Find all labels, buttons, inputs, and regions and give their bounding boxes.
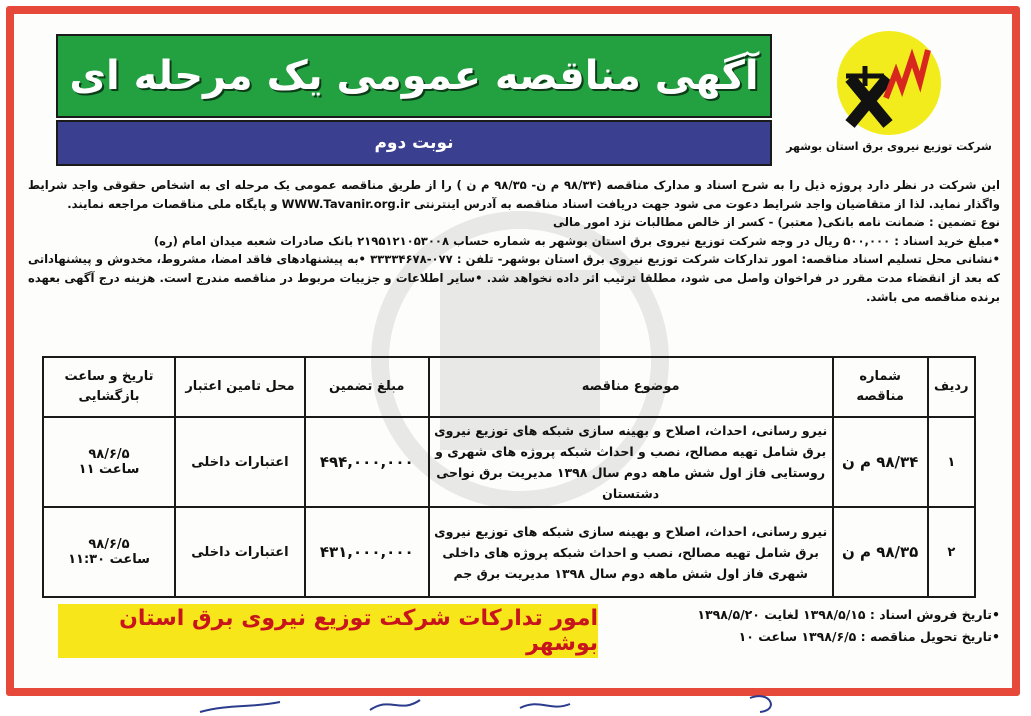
funding-source: اعتبارات داخلی <box>175 417 305 507</box>
ad-body <box>28 176 1000 306</box>
tender-subject: نیرو رسانی، احداث، اصلاح و بهینه سازی شبکه های توزیع نیروی برق شامل تهیه مصالح، نصب و احداث شبکه پروژه های شهری و روستایی فاز اول شش ماهه دوم سال ۱۳۹۸ مدیریت برق نواحی دشتستان <box>429 417 833 507</box>
guarantee-amount: ۴۳۱,۰۰۰,۰۰۰ <box>305 507 429 597</box>
sale-dates: •تاریخ فروش اسناد : ۱۳۹۸/۵/۱۵ لغایت ۱۳۹۸/۵/۲۰ <box>697 607 1000 622</box>
tender-number: ۹۸/۳۵ م ن <box>833 507 928 597</box>
header-opening-datetime: تاریخ و ساعت بازگشایی <box>43 357 175 417</box>
opening-date: ۹۸/۶/۵ <box>88 447 130 462</box>
header-tender-number: شماره مناقصه <box>833 357 928 417</box>
delivery-date: •تاریخ تحویل مناقصه : ۱۳۹۸/۶/۵ ساعت ۱۰ <box>738 629 1000 644</box>
tenders-table <box>42 356 976 598</box>
signature-text: امور تدارکات شرکت توزیع نیروی برق استان بوشهر <box>119 606 598 656</box>
row-number: ۲ <box>928 507 975 597</box>
header-row-number: ردیف <box>928 357 975 417</box>
round-banner <box>56 120 772 166</box>
dates-block <box>612 604 1000 648</box>
tender-number: ۹۸/۳۴ م ن <box>833 417 928 507</box>
opening-date: ۹۸/۶/۵ <box>88 537 130 552</box>
opening-datetime <box>43 417 175 507</box>
funding-source: اعتبارات داخلی <box>175 507 305 597</box>
guarantee-line: نوع تضمین : ضمانت نامه بانکی( معتبر) - کسر از خالص مطالبات نزد امور مالی <box>552 215 1000 230</box>
header-subject: موضوع مناقصه <box>429 357 833 417</box>
opening-time: ساعت ۱۱ <box>78 462 140 477</box>
header-funding-source: محل تامین اعتبار <box>175 357 305 417</box>
opening-datetime <box>43 507 175 597</box>
power-company-logo-icon <box>832 28 946 138</box>
table-header-row <box>43 357 975 417</box>
intro-paragraph: این شرکت در نظر دارد پروژه ذیل را به شرح اسناد و مدارک مناقصه (۹۸/۳۴ م ن- ۹۸/۳۵ م ن ) را از طریق مناقصه عمومی یک مرحله ای به اشخاص حقوقی واجد شرایط واگذار نماید. لذا از متقاضیان واجد شرایط دعوت می شود جهت دریافت اسناد مناقصه به آدرس اینترنتی WWW.Tavanir.org.ir و پایگاه ملی مناقصات مراجعه نمایند. <box>28 178 1000 211</box>
ad-title-banner <box>56 34 772 118</box>
company-name: شرکت توزیع نیروی برق استان بوشهر <box>786 140 992 153</box>
company-logo <box>784 28 994 158</box>
ad-title: آگهی مناقصه عمومی یک مرحله ای <box>69 53 759 99</box>
handwriting-marks <box>190 690 810 716</box>
table-row <box>43 507 975 597</box>
round-label: نوبت دوم <box>374 133 454 153</box>
fee-line: •مبلغ خرید اسناد : ۵۰۰,۰۰۰ ریال در وجه شرکت توزیع نیروی برق استان بوشهر به شماره حساب ۲۱۹۵۱۲۱۰۵۳۰۰۸ بانک صادرات شعبه میدان امام (ره) <box>153 233 1000 248</box>
header-guarantee-amount: مبلغ تضمین <box>305 357 429 417</box>
row-number: ۱ <box>928 417 975 507</box>
signature-banner <box>58 604 598 658</box>
guarantee-amount: ۴۹۴,۰۰۰,۰۰۰ <box>305 417 429 507</box>
tender-subject: نیرو رسانی، احداث، اصلاح و بهینه سازی شبکه های توزیع نیروی برق شامل تهیه مصالح، نصب و احداث شبکه پروژه های داخلی شهری فاز اول شش ماهه دوم سال ۱۳۹۸ مدیریت برق جم <box>429 507 833 597</box>
opening-time: ساعت ۱۱:۳۰ <box>68 552 150 567</box>
table-row <box>43 417 975 507</box>
address-paragraph: •نشانی محل تسلیم اسناد مناقصه: امور تدارکات شرکت توزیع نیروی برق استان بوشهر- تلفن : ۰۷۷-۳۳۳۳۴۶۷۸ •به پیشنهادهای فاقد امضا، مشروط، مخدوش و پیشنهاداتی که بعد از انقضاء مدت مقرر در فراخوان واصل می شود، مطلقا ترتیب اثر داده نخواهد شد. •سایر اطلاعات و جزییات مربوط در مناقصه مندرج است. هزینه درج آگهی بعهده برنده مناقصه می باشد. <box>28 252 1000 304</box>
